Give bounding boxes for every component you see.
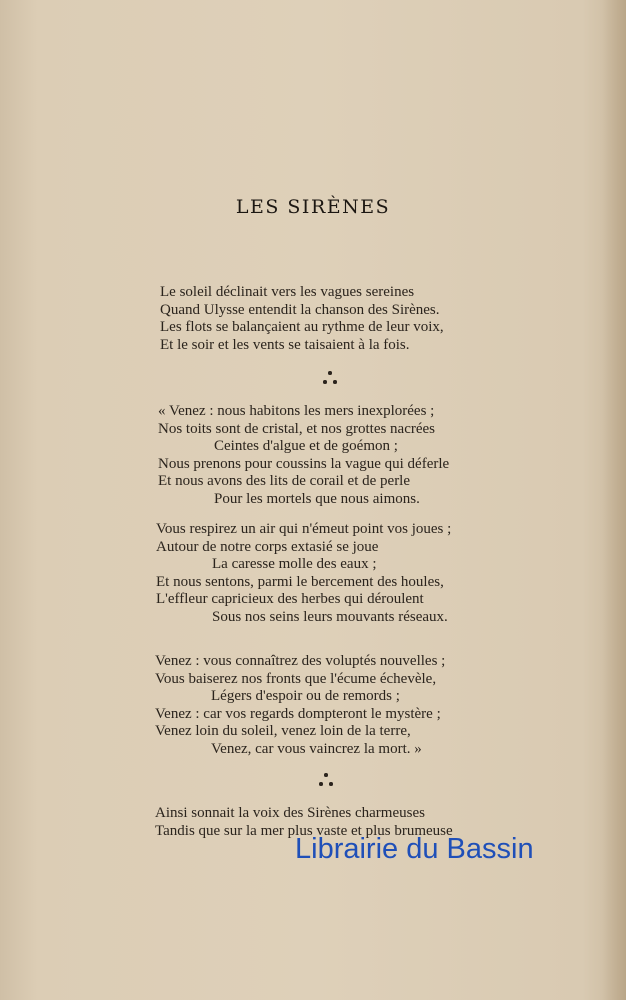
dot	[329, 782, 333, 786]
verse-line-indented: Pour les mortels que nous aimons.	[214, 490, 420, 507]
verse-line: Venez : car vos regards dompteront le mystère ;	[155, 705, 441, 722]
stanza-4	[155, 653, 445, 758]
asterism-divider	[320, 371, 340, 387]
verse-line: Le soleil déclinait vers les vagues sereines	[160, 284, 415, 300]
watermark-text: Librairie du Bassin	[295, 833, 534, 865]
verse-line-indented: La caresse molle des eaux ;	[212, 556, 377, 572]
verse-line: Vous baiserez nos fronts que l'écume échevèle,	[155, 670, 437, 687]
verse-line-indented: Venez, car vous vaincrez la mort. »	[211, 740, 422, 757]
verse-line-indented: Légers d'espoir ou de remords ;	[211, 688, 400, 704]
verse-line: Venez : vous connaîtrez des voluptés nouvelles ;	[155, 653, 446, 669]
dot	[324, 773, 328, 777]
dot	[323, 380, 327, 384]
poem-title: LES SIRÈNES	[235, 196, 391, 218]
asterism-divider	[316, 773, 336, 789]
verse-line: « Venez : nous habitons les mers inexplorées ;	[158, 403, 435, 419]
verse-line: Venez loin du soleil, venez loin de la terre,	[155, 723, 411, 739]
verse-line: Ainsi sonnait la voix des Sirènes charmeuses	[155, 805, 425, 821]
verse-line: Quand Ulysse entendit la chanson des Sirènes.	[160, 301, 440, 318]
dot	[319, 782, 323, 786]
verse-line: Et nous sentons, parmi le bercement des houles,	[156, 573, 444, 590]
verse-line: Nous prenons pour coussins la vague qui déferle	[158, 455, 450, 472]
verse-line-indented: Ceintes d'algue et de goémon ;	[214, 438, 398, 454]
verse-line: Et nous avons des lits de corail et de perle	[158, 473, 411, 489]
stanza-2	[158, 403, 449, 508]
verse-line: Tandis que sur la mer plus vaste et plus brumeuse	[155, 822, 453, 839]
verse-line: Nos toits sont de cristal, et nos grottes nacrées	[158, 420, 436, 437]
verse-line: Et le soir et les vents se taisaient à la fois.	[160, 336, 410, 353]
dot	[328, 371, 332, 375]
verse-line: Autour de notre corps extasié se joue	[156, 538, 379, 555]
stanza-1	[160, 284, 444, 354]
verse-line-indented: Sous nos seins leurs mouvants réseaux.	[212, 608, 448, 625]
verse-line: Vous respirez un air qui n'émeut point vos joues ;	[156, 521, 452, 537]
verse-line: Les flots se balançaient au rythme de leur voix,	[160, 319, 444, 335]
dot	[333, 380, 337, 384]
stanza-3	[156, 521, 451, 626]
verse-line: L'effleur capricieux des herbes qui déroulent	[156, 591, 424, 607]
